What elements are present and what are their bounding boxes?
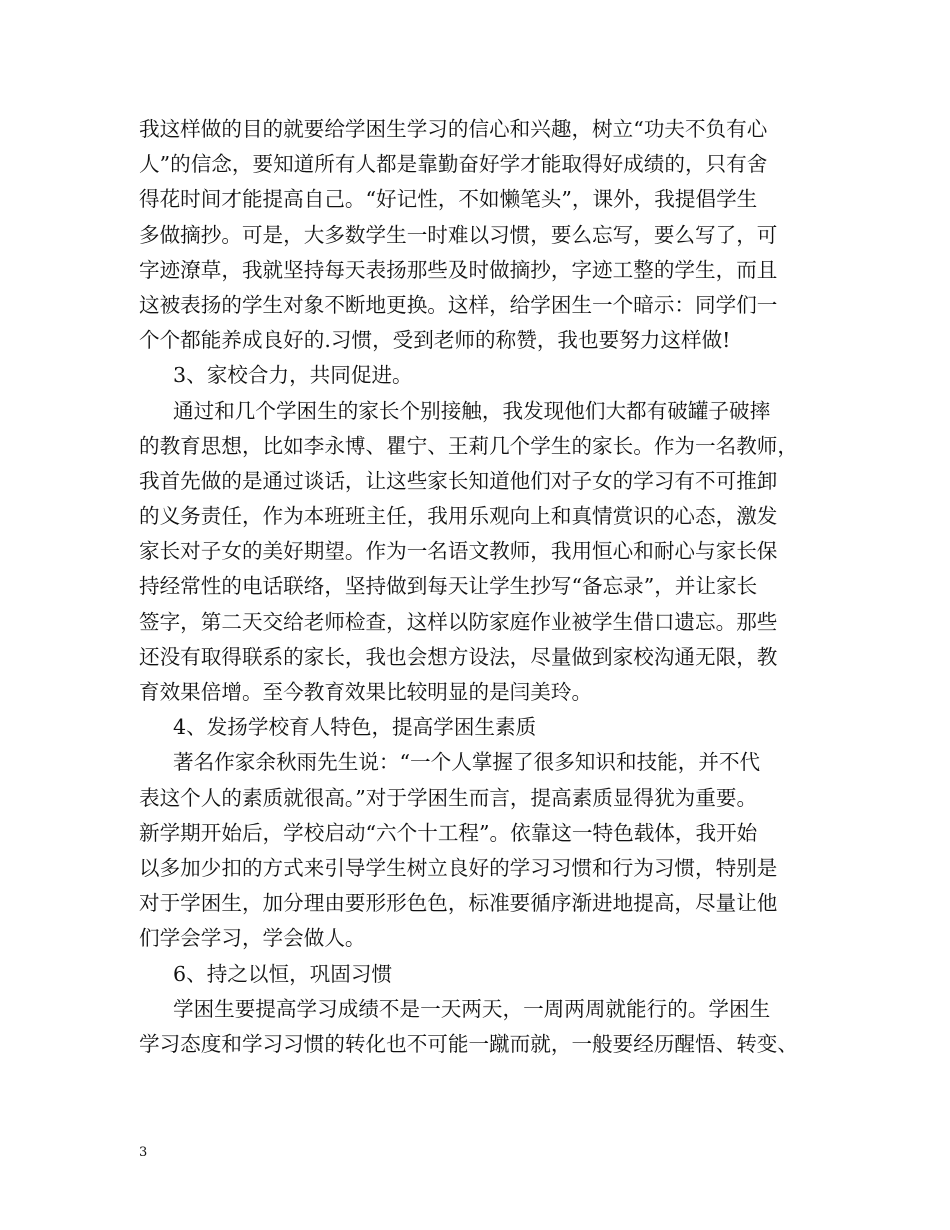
text-line: 我首先做的是通过谈话，让这些家长知道他们对子女的学习有不可推卸 [139, 468, 778, 493]
paragraph-first-line: 学困生要提高学习成绩不是一天两天，一周两周就能行的。学困生 [173, 996, 771, 1021]
body-text [139, 112, 819, 1062]
text-line: 我这样做的目的就要给学困生学习的信心和兴趣，树立“功夫不负有心 [139, 117, 768, 141]
paragraph-first-line: 著名作家余秋雨先生说：“一个人掌握了很多知识和技能，并不代 [173, 750, 761, 775]
text-line: 以多加少扣的方式来引导学生树立良好的学习习惯和行为习惯，特别是 [139, 855, 778, 880]
text-line: 新学期开始后，学校启动“六个十工程”。依靠这一特色载体，我开始 [139, 820, 758, 845]
section-heading: 3、家校合力，共同促进。 [173, 363, 413, 388]
text-line: 人”的信念，要知道所有人都是靠勤奋好学才能取得好成绩的，只有舍 [139, 152, 768, 177]
text-line: 的义务责任，作为本班班主任，我用乐观向上和真情赏识的心态，激发 [139, 504, 778, 529]
text-line: 的教育思想，比如李永博、瞿宁、王莉几个学生的家长。作为一名教师， [139, 433, 798, 458]
text-line: 个个都能养成良好的.习惯，受到老师的称赞，我也要努力这样做! [139, 328, 731, 353]
text-line: 持经常性的电话联络，坚持做到每天让学生抄写“备忘录”，并让家长 [139, 574, 758, 599]
text-line: 字迹潦草，我就坚持每天表扬那些及时做摘抄，字迹工整的学生，而且 [139, 257, 778, 282]
text-line: 还没有取得联系的家长，我也会想方设法，尽量做到家校沟通无限，教 [139, 644, 778, 669]
text-line: 得花时间才能提高自己。“好记性，不如懒笔头”，课外，我提倡学生 [139, 187, 758, 212]
text-line: 们学会学习，学会做人。 [139, 926, 366, 951]
text-line: 多做摘抄。可是，大多数学生一时难以习惯，要么忘写，要么写了，可 [139, 222, 778, 247]
text-line: 学习态度和学习习惯的转化也不可能一蹴而就，一般要经历醒悟、转变、 [139, 1031, 798, 1056]
text-line: 这被表扬的学生对象不断地更换。这样，给学困生一个暗示：同学们一 [139, 292, 778, 317]
text-line: 家长对子女的美好期望。作为一名语文教师，我用恒心和耐心与家长保 [139, 539, 778, 564]
text-line: 育效果倍增。至今教育效果比较明显的是闫美玲。 [139, 680, 593, 704]
section-heading: 4、发扬学校育人特色，提高学困生素质 [173, 715, 537, 740]
section-heading: 6、持之以恒，巩固习惯 [173, 961, 393, 986]
paragraph-first-line: 通过和几个学困生的家长个别接触，我发现他们大都有破罐子破摔 [173, 398, 771, 423]
page-number: 3 [139, 1145, 148, 1160]
text-line: 表这个人的素质就很高。”对于学困生而言，提高素质显得犹为重要。 [139, 785, 758, 810]
text-line: 签字，第二天交给老师检查，这样以防家庭作业被学生借口遗忘。那些 [139, 609, 778, 634]
text-line: 对于学困生，加分理由要形形色色，标准要循序渐进地提高，尽量让他 [139, 891, 778, 916]
